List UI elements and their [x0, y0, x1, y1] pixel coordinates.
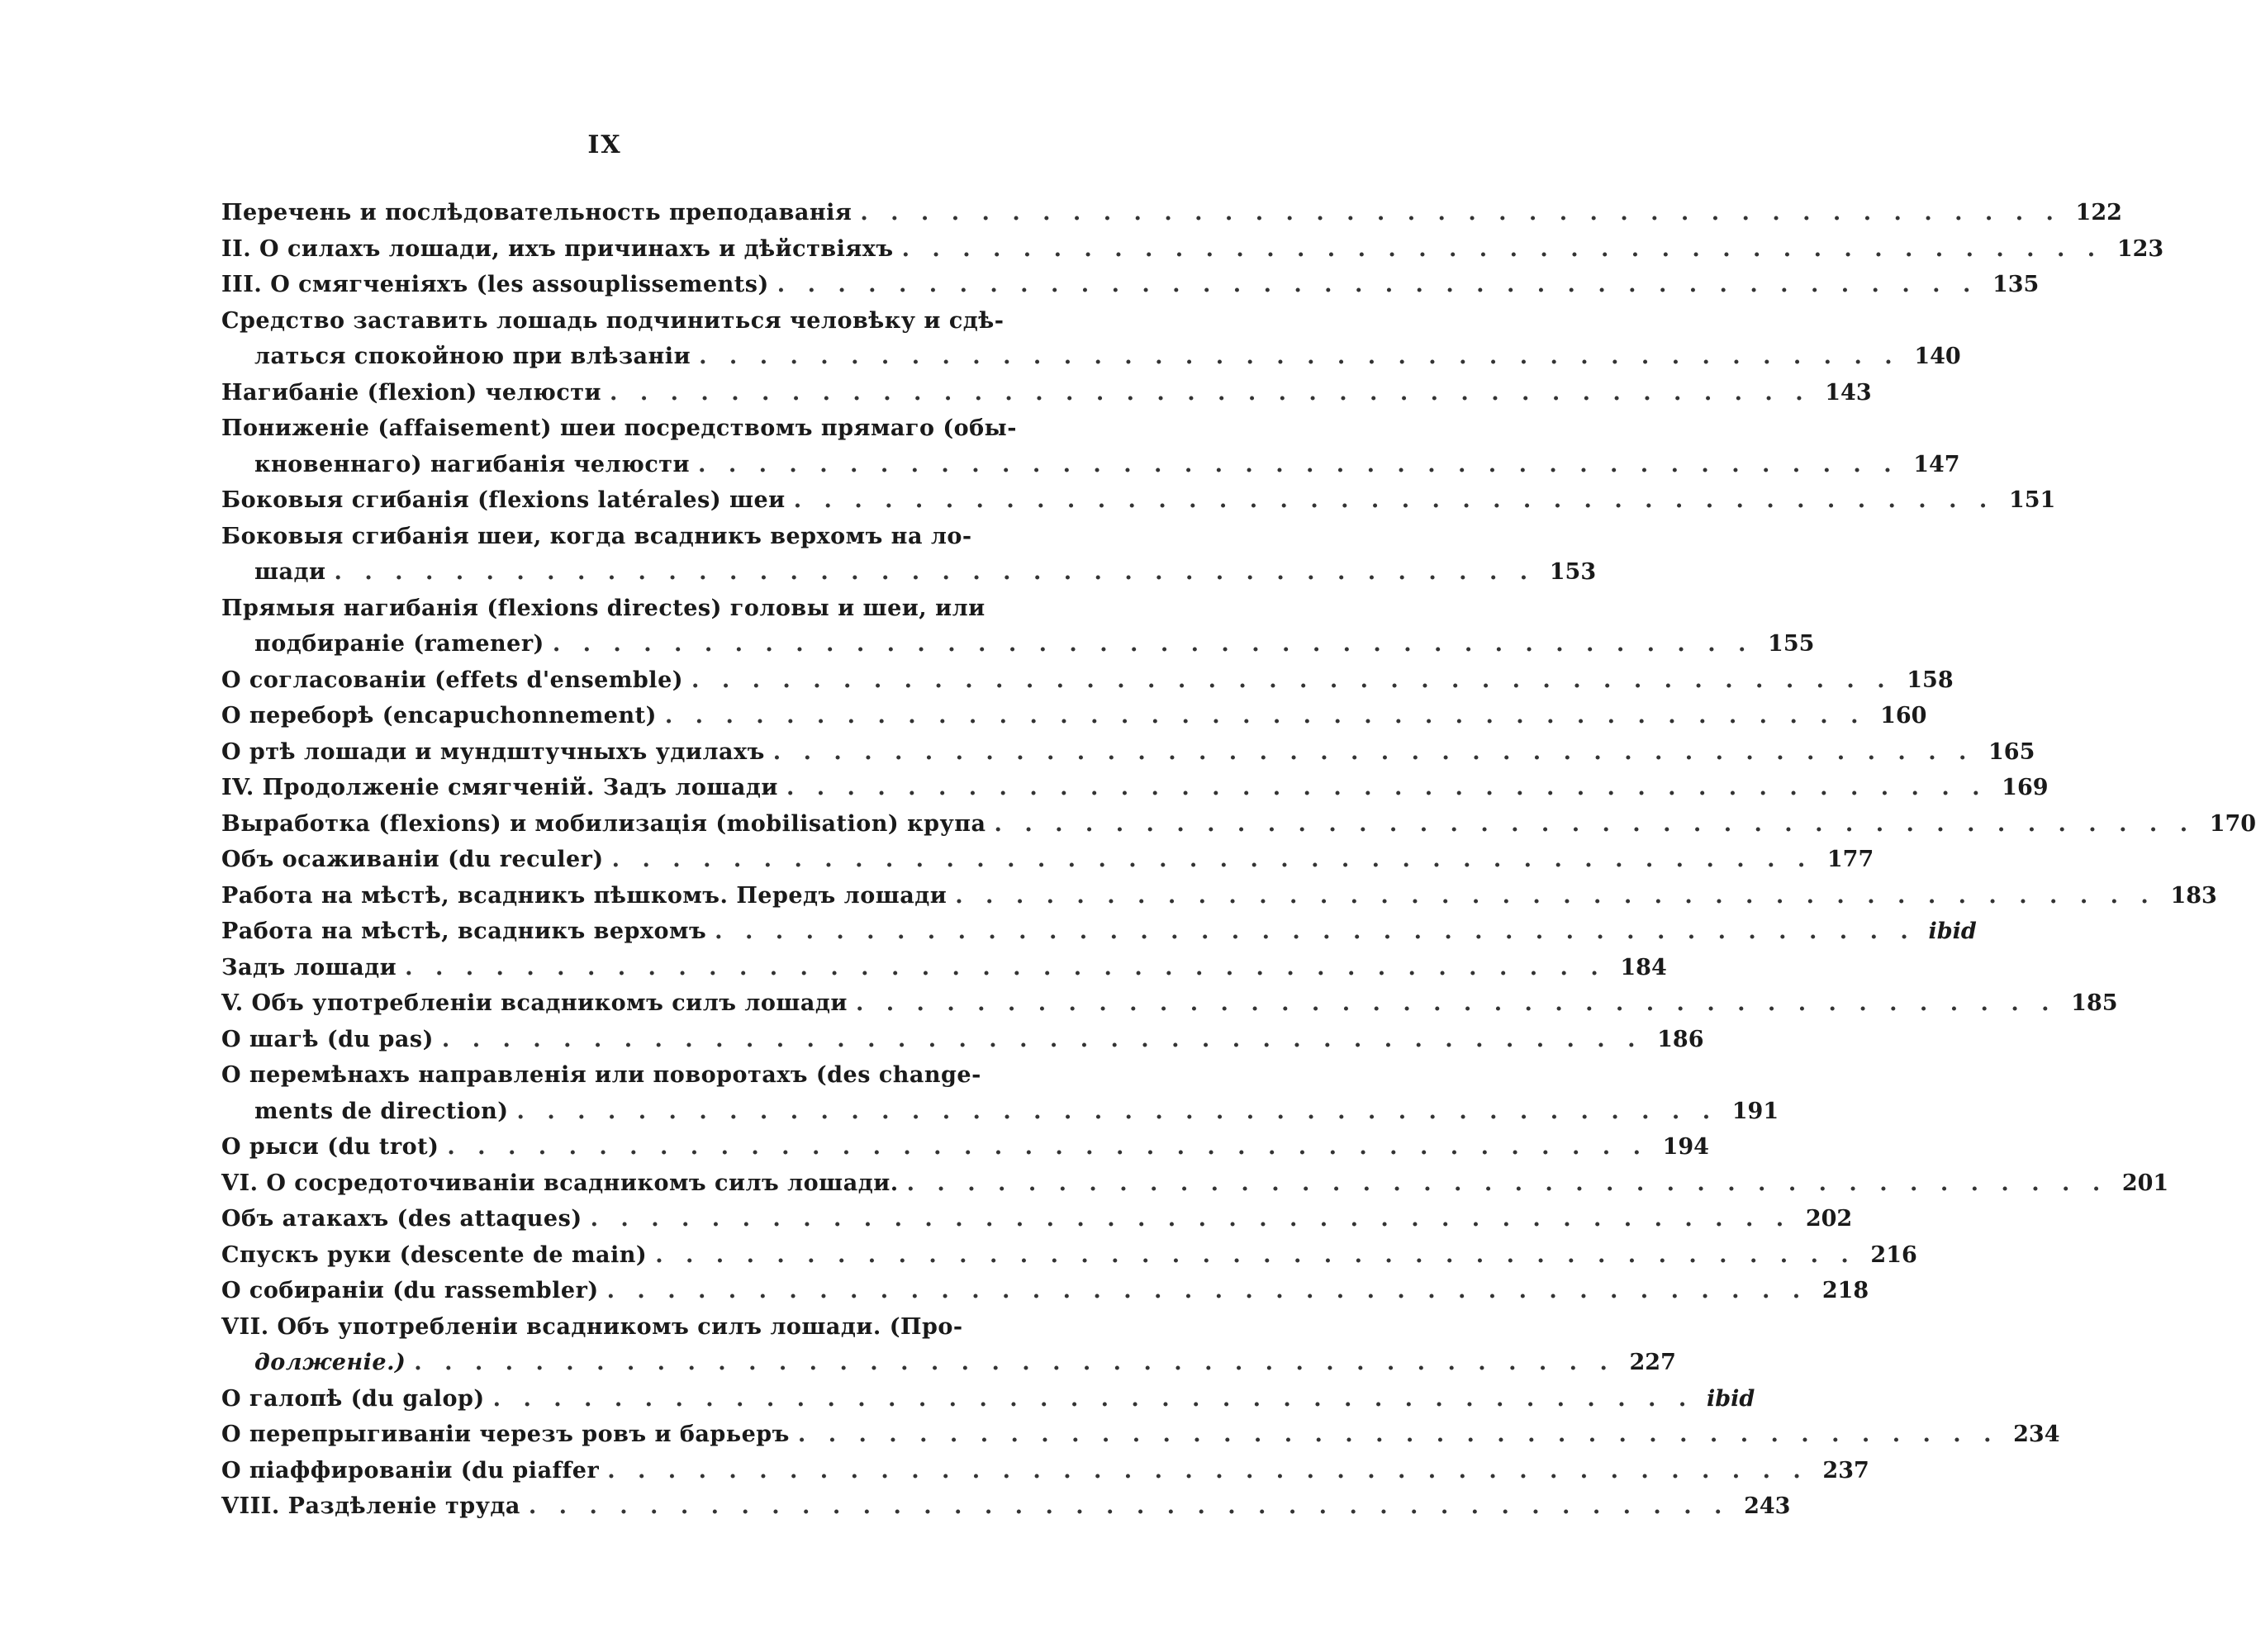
toc-entry-page: 201 [2121, 1170, 2169, 1196]
toc-entry [221, 267, 2040, 303]
toc-entry [221, 1201, 1853, 1237]
toc-entry [221, 1057, 1031, 1094]
toc-entry-page: 237 [1822, 1457, 1869, 1483]
toc-leader-dots: . . . . . . . . . . . . . . . . . . . . . . . . . . . . . . . . . . . . . . . . [786, 775, 1988, 800]
toc-entry [221, 1453, 1869, 1489]
toc-entry [221, 411, 1031, 447]
toc-entry [221, 1417, 2060, 1453]
toc-entry-title: О перепрыгиваніи черезъ ровъ и барьеръ [221, 1422, 790, 1447]
toc-entry [221, 878, 2217, 914]
toc-entry-page: 234 [2013, 1422, 2060, 1447]
toc-entry-page: 185 [2071, 990, 2118, 1016]
toc-entry-title: Задъ лошади [221, 954, 397, 980]
toc-entry-title: О галопѣ (du galop) [221, 1385, 485, 1412]
toc-leader-dots: . . . . . . . . . . . . . . . . . . . . . . . . . . . . . . . . . . . . . . . . [906, 1170, 2108, 1196]
toc-leader-dots: . . . . . . . . . . . . . . . . . . . . . . . . . . . . . . . . . . . . . . . . [860, 200, 2061, 225]
toc-leader-dots: . . . . . . . . . . . . . . . . . . . . . . . . . . . . . . . . . . . . . . . . [590, 1206, 1792, 1232]
toc-entry-title: ments de direction) [254, 1098, 509, 1124]
toc-entry-title: О ртѣ лошади и мундштучныхъ удилахъ [221, 738, 765, 765]
toc-entry [221, 591, 1031, 627]
toc-entry [221, 985, 2118, 1022]
toc-leader-dots: . . . . . . . . . . . . . . . . . . . . . . . . . . . . . . . . . . . . . . . . [610, 379, 1811, 406]
toc-entry-page: 183 [2170, 882, 2217, 909]
toc-entry-title: О согласованіи (effets d'ensemble) [221, 667, 684, 693]
toc-entry-page: 135 [1992, 272, 2040, 297]
toc-entry [221, 339, 1961, 375]
toc-entry-title: VIII. Раздѣленіе труда [221, 1493, 520, 1519]
toc-leader-dots: . . . . . . . . . . . . . . . . . . . . . . . . . . . . . . . . . . . . . . . . [405, 954, 1606, 980]
toc-entry [221, 231, 2164, 268]
toc-leader-dots: . . . . . . . . . . . . . . . . . . . . . . . . . . . . . . . . . . . . . . . . [334, 559, 1536, 585]
toc-leader-dots: . . . . . . . . . . . . . . . . . . . . . . . . . . . . . . . . . . . . . . . . [772, 738, 1974, 765]
toc-entry-title: шади [254, 559, 326, 585]
toc-entry [221, 554, 1597, 591]
toc-entry-page: 216 [1870, 1241, 1917, 1268]
toc-leader-dots: . . . . . . . . . . . . . . . . . . . . . . . . . . . . . . . . . . . . . . . . [664, 703, 1866, 729]
toc-entry [221, 303, 1031, 339]
toc-entry-title: Работа на мѣстѣ, всадникъ верхомъ [221, 919, 707, 944]
toc-entry [221, 519, 1031, 555]
toc-entry-title: О рыси (du trot) [221, 1134, 439, 1160]
toc-leader-dots: . . . . . . . . . . . . . . . . . . . . . . . . . . . . . . . . . . . . . . . . [797, 1422, 1999, 1447]
toc-entry-page: 165 [1988, 738, 2035, 765]
toc-entry-page: 170 [2209, 810, 2256, 837]
toc-leader-dots: . . . . . . . . . . . . . . . . . . . . . . . . . . . . . . . . . . . . . . . . [441, 1026, 1643, 1052]
toc-entry-title: подбираніе (ramener) [254, 631, 544, 657]
toc-entry-title: кновеннаго) нагибанія челюсти [254, 451, 691, 477]
toc-entry-title: IV. Продолженіе смягченій. Задъ лошади [221, 775, 778, 800]
toc-entry-title: Прямыя нагибанія (flexions directes) головы и шеи, или [221, 595, 986, 621]
toc-entry-title: О піаффированіи (du piaffer [221, 1457, 600, 1483]
toc-entry [221, 1129, 1709, 1165]
toc-entry [221, 698, 1927, 734]
toc-leader-dots: . . . . . . . . . . . . . . . . . . . . . . . . . . . . . . . . . . . . . . . . [528, 1493, 1730, 1519]
toc-leader-dots: . . . . . . . . . . . . . . . . . . . . . . . . . . . . . . . . . . . . . . . . [492, 1385, 1694, 1412]
toc-entry-page: 140 [1914, 344, 1961, 369]
toc-entry-page: 227 [1629, 1350, 1676, 1375]
toc-leader-dots: . . . . . . . . . . . . . . . . . . . . . . . . . . . . . . . . . . . . . . . . [994, 810, 2196, 837]
toc-entry-title: Работа на мѣстѣ, всадникъ пѣшкомъ. Передъ лошади [221, 882, 948, 909]
toc-entry-title: Нагибаніе (flexion) челюсти [221, 379, 602, 406]
toc-entry-title: VI. О сосредоточиваніи всадникомъ силъ лошади. [221, 1170, 899, 1196]
toc-entry-page: 153 [1549, 559, 1597, 585]
toc-entry-title: V. Объ употребленіи всадникомъ силъ лошади [221, 990, 848, 1016]
toc-entry-title: О собираніи (du rassembler) [221, 1278, 599, 1303]
toc-leader-dots: . . . . . . . . . . . . . . . . . . . . . . . . . . . . . . . . . . . . . . . . [715, 919, 1916, 944]
toc-entry [221, 1094, 1779, 1130]
toc-entry [221, 914, 1977, 950]
toc-entry-page: 122 [2075, 200, 2122, 225]
toc-entry [221, 195, 2122, 231]
toc-entry-page: 123 [2116, 235, 2164, 262]
toc-entry-page: 143 [1825, 379, 1872, 406]
toc-entry-page: ibid [1928, 919, 1977, 944]
toc-leader-dots: . . . . . . . . . . . . . . . . . . . . . . . . . . . . . . . . . . . . . . . . [447, 1134, 1648, 1160]
toc-entry-title: Боковыя сгибанія шеи, когда всадникъ верхомъ на ло- [221, 523, 972, 549]
toc-entry-page: 218 [1821, 1278, 1869, 1303]
page-number: IX [587, 131, 622, 159]
toc-entry-title: VII. Объ употребленіи всадникомъ силъ лошади. (Про- [221, 1313, 963, 1340]
toc-leader-dots: . . . . . . . . . . . . . . . . . . . . . . . . . . . . . . . . . . . . . . . . [698, 451, 1899, 477]
toc-entry-title: долженіе.) [254, 1350, 406, 1375]
toc-leader-dots: . . . . . . . . . . . . . . . . . . . . . . . . . . . . . . . . . . . . . . . . [777, 272, 1978, 297]
toc-entry [221, 770, 2049, 806]
toc-entry-title: Объ осаживаніи (du reculer) [221, 847, 604, 872]
toc-entry [221, 1273, 1869, 1309]
toc-entry [221, 1237, 1917, 1274]
toc-leader-dots: . . . . . . . . . . . . . . . . . . . . . . . . . . . . . . . . . . . . . . . . [655, 1241, 1856, 1268]
toc-leader-dots: . . . . . . . . . . . . . . . . . . . . . . . . . . . . . . . . . . . . . . . . [699, 344, 1900, 369]
toc-entry-title: Средство заставить лошадь подчиниться человѣку и сдѣ- [221, 307, 1005, 334]
toc-entry-title: Пониженіе (affaisement) шеи посредствомъ прямаго (обы- [221, 415, 1017, 441]
toc-entry-title: Выработка (flexions) и мобилизація (mobilisation) крупа [221, 810, 986, 837]
toc-entry-page: 151 [2008, 487, 2056, 513]
toc-entry [221, 662, 1954, 699]
toc-leader-dots: . . . . . . . . . . . . . . . . . . . . . . . . . . . . . . . . . . . . . . . . [901, 235, 2103, 262]
toc-entry [221, 842, 1874, 878]
toc-entry [221, 375, 1872, 411]
toc-entry-page: 194 [1662, 1134, 1709, 1160]
toc-entry-page: ibid [1706, 1385, 1755, 1412]
toc-leader-dots: . . . . . . . . . . . . . . . . . . . . . . . . . . . . . . . . . . . . . . . . [793, 487, 1995, 513]
toc-entry-title: латься спокойною при влѣзаніи [254, 344, 691, 369]
toc-leader-dots: . . . . . . . . . . . . . . . . . . . . . . . . . . . . . . . . . . . . . . . . [552, 631, 1754, 657]
toc-entry [221, 1381, 1755, 1417]
toc-leader-dots: . . . . . . . . . . . . . . . . . . . . . . . . . . . . . . . . . . . . . . . . [955, 882, 2156, 909]
toc-entry [221, 806, 2256, 843]
toc-entry-title: О шагѣ (du pas) [221, 1026, 434, 1052]
toc-entry [221, 1345, 1676, 1381]
toc-entry [221, 626, 1815, 662]
toc-entry [221, 447, 1960, 483]
toc-entry [221, 734, 2035, 771]
table-of-contents [221, 195, 2256, 1525]
toc-leader-dots: . . . . . . . . . . . . . . . . . . . . . . . . . . . . . . . . . . . . . . . . [855, 990, 2057, 1016]
toc-entry [221, 950, 1667, 986]
toc-entry-page: 160 [1880, 703, 1927, 729]
toc-entry-page: 155 [1768, 631, 1815, 657]
toc-entry-title: Спускъ руки (descente de main) [221, 1241, 648, 1268]
toc-entry [221, 1488, 1791, 1525]
toc-entry-page: 184 [1620, 954, 1667, 980]
toc-entry [221, 482, 2056, 519]
toc-entry-title: Объ атакахъ (des attaques) [221, 1206, 582, 1232]
toc-entry-title: Боковыя сгибанія (flexions latérales) шеи [221, 487, 786, 513]
toc-entry [221, 1309, 1031, 1346]
toc-entry-title: Перечень и послѣдовательность преподаванія [221, 200, 853, 225]
toc-entry-title: III. О смягченіяхъ (les assouplissements) [221, 272, 769, 297]
toc-entry-title: II. О силахъ лошади, ихъ причинахъ и дѣйствіяхъ [221, 235, 894, 262]
toc-entry-page: 202 [1805, 1206, 1853, 1232]
toc-leader-dots: . . . . . . . . . . . . . . . . . . . . . . . . . . . . . . . . . . . . . . . . [516, 1098, 1718, 1124]
toc-entry-title: О перемѣнахъ направленія или поворотахъ (des change- [221, 1062, 981, 1088]
toc-entry [221, 1165, 2169, 1202]
toc-leader-dots: . . . . . . . . . . . . . . . . . . . . . . . . . . . . . . . . . . . . . . . . [414, 1350, 1615, 1375]
toc-entry-title: О переборѣ (encapuchonnement) [221, 703, 657, 729]
toc-entry-page: 169 [2002, 775, 2049, 800]
toc-entry-page: 191 [1731, 1098, 1779, 1124]
toc-entry-page: 147 [1913, 451, 1960, 477]
toc-leader-dots: . . . . . . . . . . . . . . . . . . . . . . . . . . . . . . . . . . . . . . . . [611, 847, 1813, 872]
toc-leader-dots: . . . . . . . . . . . . . . . . . . . . . . . . . . . . . . . . . . . . . . . . [607, 1457, 1808, 1483]
toc-entry-page: 158 [1907, 667, 1954, 693]
toc-leader-dots: . . . . . . . . . . . . . . . . . . . . . . . . . . . . . . . . . . . . . . . . [606, 1278, 1808, 1303]
toc-entry-page: 186 [1657, 1026, 1704, 1052]
toc-leader-dots: . . . . . . . . . . . . . . . . . . . . . . . . . . . . . . . . . . . . . . . . [691, 667, 1893, 693]
toc-entry-page: 177 [1826, 847, 1874, 872]
toc-entry [221, 1022, 1704, 1058]
toc-entry-page: 243 [1744, 1493, 1791, 1519]
